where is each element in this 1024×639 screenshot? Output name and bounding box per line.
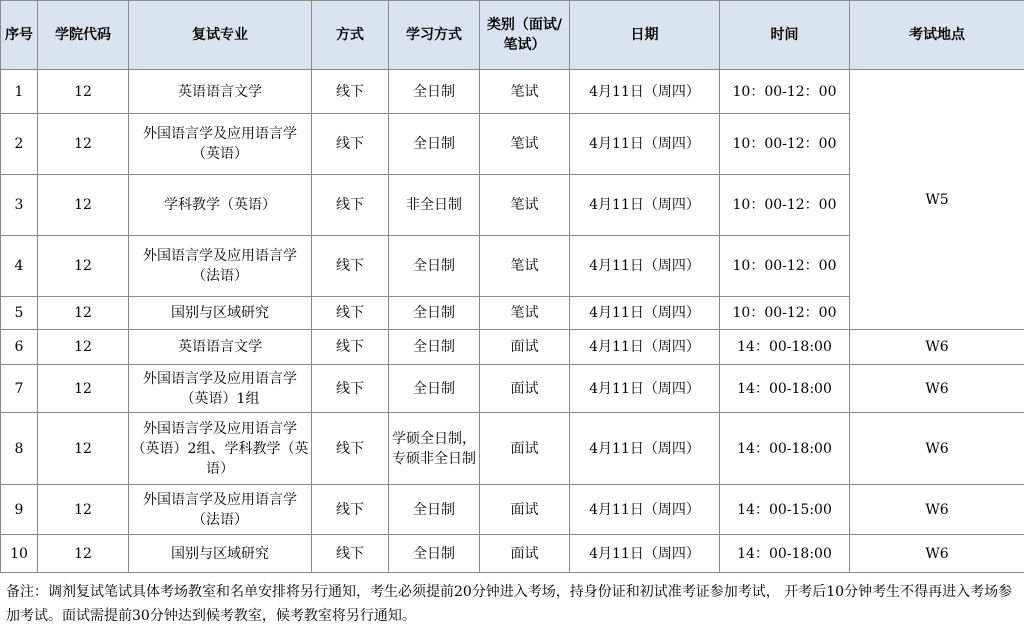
cell-time: 14：00-18:00 [720, 330, 850, 365]
cell-type: 面试 [480, 330, 570, 365]
cell-location: W6 [850, 330, 1024, 365]
table-row [1, 70, 1024, 114]
table-row [1, 485, 1024, 535]
cell-time: 14：00-18:00 [720, 365, 850, 413]
cell-mode: 线下 [312, 236, 389, 297]
cell-type: 笔试 [480, 70, 570, 114]
cell-mode: 线下 [312, 413, 389, 485]
cell-mode: 线下 [312, 297, 389, 330]
cell-location: W6 [850, 485, 1024, 535]
cell-date: 4月11日（周四） [570, 297, 720, 330]
cell-no: 9 [1, 485, 38, 535]
cell-location: W6 [850, 365, 1024, 413]
cell-major: 国别与区域研究 [129, 297, 312, 330]
cell-time: 14：00-15:00 [720, 485, 850, 535]
cell-mode: 线下 [312, 114, 389, 175]
footnote: 备注：调剂复试笔试具体考场教室和名单安排将另行通知，考生必须提前20分钟进入考场，持身份证和初试准考证参加考试， 开考后10分钟考生不得再进入考场参加考试。面试需提前30分钟达到候考教室，候考教室将另行通知。 [6, 584, 1013, 624]
cell-location-merged: W5 [850, 70, 1024, 330]
cell-date: 4月11日（周四） [570, 175, 720, 236]
header-cell: 学院代码 [38, 1, 129, 70]
cell-date: 4月11日（周四） [570, 535, 720, 573]
table-row [1, 413, 1024, 485]
cell-study: 全日制 [389, 535, 480, 573]
cell-date: 4月11日（周四） [570, 485, 720, 535]
cell-location: W6 [850, 535, 1024, 573]
header-cell: 时间 [720, 1, 850, 70]
cell-major: 外国语言学及应用语言学（英语） [129, 114, 312, 175]
header-cell: 学习方式 [389, 1, 480, 70]
header-cell: 序号 [1, 1, 38, 70]
cell-date: 4月11日（周四） [570, 236, 720, 297]
cell-college: 12 [38, 70, 129, 114]
cell-major: 国别与区域研究 [129, 535, 312, 573]
cell-study: 全日制 [389, 330, 480, 365]
cell-study: 全日制 [389, 485, 480, 535]
cell-type: 面试 [480, 365, 570, 413]
cell-type: 笔试 [480, 236, 570, 297]
cell-type: 笔试 [480, 114, 570, 175]
header-cell: 复试专业 [129, 1, 312, 70]
cell-no: 6 [1, 330, 38, 365]
cell-location: W6 [850, 413, 1024, 485]
cell-college: 12 [38, 365, 129, 413]
cell-major: 外国语言学及应用语言学（法语） [129, 236, 312, 297]
cell-study: 全日制 [389, 236, 480, 297]
cell-time: 10：00-12：00 [720, 70, 850, 114]
cell-mode: 线下 [312, 535, 389, 573]
cell-no: 7 [1, 365, 38, 413]
cell-study: 全日制 [389, 365, 480, 413]
cell-mode: 线下 [312, 485, 389, 535]
cell-type: 面试 [480, 485, 570, 535]
cell-time: 14：00-18:00 [720, 535, 850, 573]
cell-time: 10：00-12：00 [720, 114, 850, 175]
cell-type: 笔试 [480, 175, 570, 236]
cell-mode: 线下 [312, 330, 389, 365]
cell-college: 12 [38, 114, 129, 175]
cell-college: 12 [38, 535, 129, 573]
cell-college: 12 [38, 330, 129, 365]
cell-major: 英语语言文学 [129, 70, 312, 114]
cell-college: 12 [38, 297, 129, 330]
cell-type: 面试 [480, 535, 570, 573]
cell-date: 4月11日（周四） [570, 330, 720, 365]
cell-no: 3 [1, 175, 38, 236]
cell-major: 学科教学（英语） [129, 175, 312, 236]
cell-no: 10 [1, 535, 38, 573]
header-cell: 日期 [570, 1, 720, 70]
cell-no: 1 [1, 70, 38, 114]
cell-college: 12 [38, 413, 129, 485]
cell-type: 笔试 [480, 297, 570, 330]
cell-date: 4月11日（周四） [570, 413, 720, 485]
cell-time: 14：00-18:00 [720, 413, 850, 485]
cell-mode: 线下 [312, 70, 389, 114]
header-cell: 类别（面试/笔试） [480, 1, 570, 70]
cell-type: 面试 [480, 413, 570, 485]
cell-study: 全日制 [389, 297, 480, 330]
cell-college: 12 [38, 485, 129, 535]
cell-time: 10：00-12：00 [720, 297, 850, 330]
header-cell: 方式 [312, 1, 389, 70]
cell-date: 4月11日（周四） [570, 365, 720, 413]
cell-major: 外国语言学及应用语言学（法语） [129, 485, 312, 535]
cell-college: 12 [38, 236, 129, 297]
cell-no: 2 [1, 114, 38, 175]
header-row [1, 1, 1024, 70]
cell-mode: 线下 [312, 365, 389, 413]
cell-time: 10：00-12：00 [720, 236, 850, 297]
cell-study: 学硕全日制，专硕非全日制 [389, 413, 480, 485]
cell-date: 4月11日（周四） [570, 70, 720, 114]
table-row [1, 330, 1024, 365]
cell-time: 10：00-12：00 [720, 175, 850, 236]
cell-college: 12 [38, 175, 129, 236]
cell-mode: 线下 [312, 175, 389, 236]
cell-no: 5 [1, 297, 38, 330]
table-row [1, 365, 1024, 413]
header-cell: 考试地点 [850, 1, 1024, 70]
table-row [1, 535, 1024, 573]
cell-major: 英语语言文学 [129, 330, 312, 365]
cell-no: 8 [1, 413, 38, 485]
cell-no: 4 [1, 236, 38, 297]
cell-study: 全日制 [389, 114, 480, 175]
cell-major: 外国语言学及应用语言学（英语）2组、学科教学（英语） [129, 413, 312, 485]
cell-major: 外国语言学及应用语言学（英语）1组 [129, 365, 312, 413]
cell-study: 全日制 [389, 70, 480, 114]
cell-date: 4月11日（周四） [570, 114, 720, 175]
cell-study: 非全日制 [389, 175, 480, 236]
